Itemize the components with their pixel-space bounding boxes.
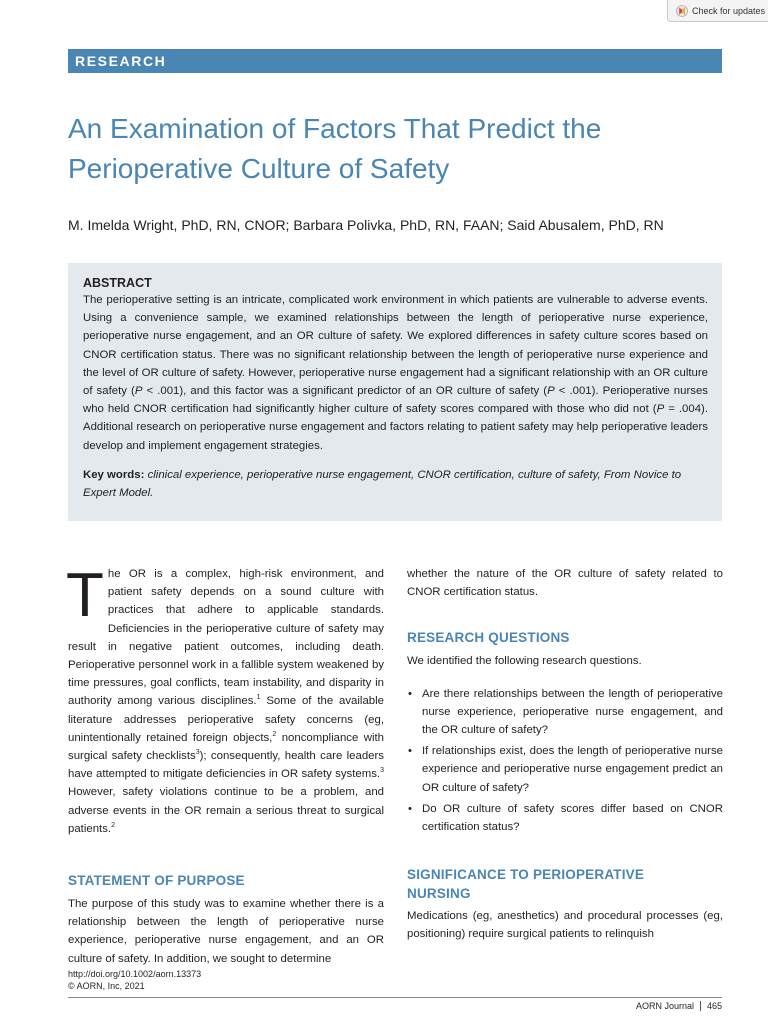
reference-link[interactable]: 1 bbox=[256, 694, 261, 702]
abstract-text bbox=[83, 291, 708, 455]
intro-text-part: Some of the available literature addresses perioperative safety concerns (eg, unintentionally retained foreign objects, bbox=[68, 695, 384, 744]
question-text: Are there relationships between the length of perioperative nurse experience, perioperative nurse engagement, and the OR culture of safety? bbox=[422, 687, 723, 737]
keywords bbox=[83, 466, 708, 502]
intro-text-part: noncompliance with surgical safety checklists bbox=[68, 731, 384, 763]
p-value-symbol: P bbox=[134, 385, 143, 398]
intro-text-part: However, safety violations continue to be a problem, and adverse events in the OR remain a serious threat to surgical patients. bbox=[68, 786, 384, 835]
intro-text-part: he OR is a complex, high-risk environment, and patient safety depends on a sound culture with practices that adhere to applicable standards. Deficiencies in the perioperative culture of safety may result in negative patient outcomes, including death. Perioperative personnel work in a fallible system weakened by time pressures, goal conflicts, team instability, and disparity in authority among various disciplines. bbox=[68, 568, 384, 708]
p-value-symbol: P bbox=[547, 385, 555, 398]
bullet-icon: • bbox=[408, 745, 412, 758]
question-text: If relationships exist, does the length of perioperative nurse experience and perioperative nurse engagement predict an OR culture of safety? bbox=[422, 745, 723, 794]
p-value-symbol: P bbox=[656, 403, 665, 416]
abstract-text-part: < .001). Perioperative nurses who held CNOR certification had significantly higher culture of safety scores compared with those who did not ( bbox=[83, 385, 708, 416]
significance-heading-line-1: SIGNIFICANCE TO PERIOPERATIVE bbox=[407, 867, 645, 883]
research-questions-heading: RESEARCH QUESTIONS bbox=[407, 630, 570, 646]
question-text: Do OR culture of safety scores differ based on CNOR certification status? bbox=[422, 802, 723, 834]
keywords-list: clinical experience, perioperative nurse engagement, CNOR certification, culture of safety, From Novice to Expert Model. bbox=[83, 468, 682, 500]
bullet-icon: • bbox=[408, 687, 412, 700]
article-title bbox=[68, 109, 708, 189]
research-questions-list bbox=[407, 685, 723, 837]
author-list: M. Imelda Wright, PhD, RN, CNOR; Barbara Polivka, PhD, RN, FAAN; Said Abusalem, PhD, RN bbox=[68, 217, 664, 233]
title-line-1: An Examination of Factors That Predict the bbox=[68, 113, 602, 144]
abstract-text-part: = .004). Additional research on perioperative nurse engagement and factors relating to patient safety may help perioperative leaders develop and implement engagement strategies. bbox=[83, 403, 708, 452]
list-item bbox=[407, 742, 723, 797]
research-questions-intro: We identified the following research questions. bbox=[407, 655, 642, 668]
right-column bbox=[407, 565, 723, 944]
significance-heading-line-2: NURSING bbox=[407, 886, 471, 902]
page-number: 465 bbox=[706, 1001, 722, 1011]
check-for-updates-button[interactable] bbox=[667, 0, 768, 22]
abstract-heading: ABSTRACT bbox=[83, 276, 152, 290]
list-item bbox=[407, 685, 723, 740]
purpose-heading: STATEMENT OF PURPOSE bbox=[68, 873, 245, 889]
abstract-text-part: < .001), and this factor was a significant predictor of an OR culture of safety ( bbox=[142, 385, 548, 398]
drop-cap: T bbox=[66, 561, 104, 630]
significance-paragraph: Medications (eg, anesthetics) and procedural processes (eg, positioning) require surgical patients to relinquish bbox=[407, 910, 723, 941]
abstract-box bbox=[68, 263, 722, 521]
abstract-text-part: The perioperative setting is an intricate, complicated work environment in which patients are vulnerable to adverse events. Using a convenience sample, we examined relationships between the length of perioperative nurse experience, perioperative nurse engagement, and an OR culture of safety. We explored differences in safety culture scores based on CNOR certification status. There was no significant relationship between the length of perioperative nurse experience and the level of OR culture of safety. However, perioperative nurse engagement had a significant relationship with an OR culture of safety ( bbox=[83, 294, 708, 398]
continuation-paragraph: whether the nature of the OR culture of safety related to CNOR certification status. bbox=[407, 568, 723, 599]
title-line-2: Perioperative Culture of Safety bbox=[68, 153, 450, 184]
journal-name: AORN Journal bbox=[635, 1001, 694, 1011]
check-for-updates-label: Check for updates bbox=[692, 5, 766, 16]
crossmark-icon bbox=[676, 5, 688, 17]
section-label: RESEARCH bbox=[68, 49, 722, 73]
doi-link[interactable]: http://doi.org/10.1002/aorn.13373 bbox=[68, 969, 202, 979]
running-footer bbox=[636, 1000, 722, 1012]
significance-heading bbox=[407, 865, 723, 903]
bullet-icon: • bbox=[408, 802, 412, 815]
reference-link[interactable]: 3 bbox=[195, 749, 200, 757]
intro-text-part: ); consequently, health care leaders have attempted to mitigate deficiencies in OR safety systems. bbox=[68, 750, 384, 781]
left-column bbox=[66, 561, 384, 968]
keywords-label: Key words: bbox=[83, 468, 145, 481]
list-item bbox=[407, 800, 723, 836]
reference-link[interactable]: 3 bbox=[380, 767, 384, 775]
copyright: © AORN, Inc, 2021 bbox=[68, 981, 145, 991]
footer-separator bbox=[700, 1001, 701, 1011]
reference-link[interactable]: 2 bbox=[111, 822, 115, 830]
footer-citation bbox=[68, 968, 201, 992]
intro-paragraph bbox=[66, 561, 384, 838]
purpose-paragraph: The purpose of this study was to examine whether there is a relationship between the length of perioperative nurse experience, perioperative nurse engagement, and an OR culture of safety. In addition, we sought to determine bbox=[68, 898, 384, 965]
footer-divider bbox=[68, 997, 722, 998]
reference-link[interactable]: 2 bbox=[272, 731, 277, 739]
